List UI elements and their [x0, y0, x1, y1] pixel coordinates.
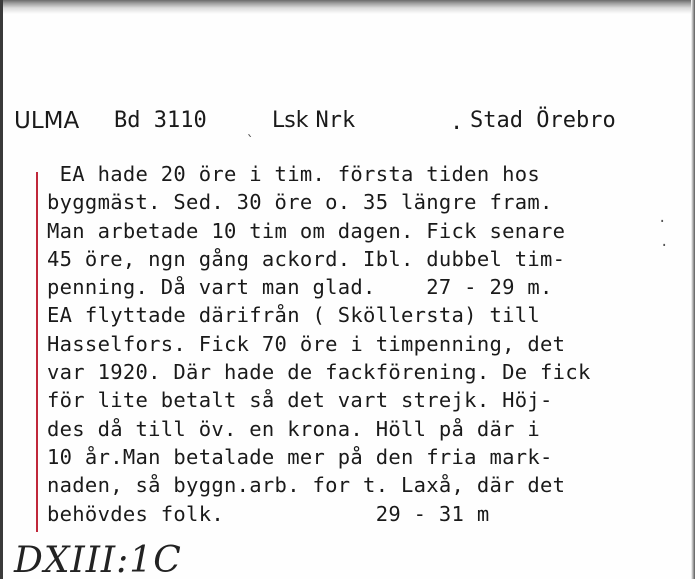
notes-line: Man arbetade 10 tim om dagen. Fick senare: [47, 218, 566, 243]
notes-line: 45 öre, ngn gång ackord. Ibl. dubbel tim-: [47, 246, 566, 271]
card-right-edge: [691, 0, 695, 579]
notes-line: 10 år.Man betalade mer på den fria mark-: [47, 444, 553, 469]
notes-line: Hasselfors. Fick 70 öre i timpenning, det: [47, 331, 566, 356]
speck-mark: ·: [658, 214, 667, 230]
typed-notes: [47, 160, 667, 528]
handwritten-signum: DXIII:1C: [14, 540, 182, 581]
speck-mark: `: [246, 134, 255, 150]
notes-line: var 1920. Där hade de fackförening. De fick: [47, 360, 591, 385]
card-top-edge: [0, 0, 695, 14]
margin-rule: [36, 172, 38, 532]
notes-line: för lite betalt så det vart strejk. Höj-: [47, 388, 553, 413]
notes-line: des då till öv. en krona. Höll på där i: [47, 416, 541, 441]
city-field: Stad Örebro: [470, 108, 616, 133]
card-left-edge: [0, 0, 3, 579]
volume-code: Bd 3110: [114, 108, 207, 133]
parish-name: Nrk: [315, 108, 356, 133]
parish-field: [272, 108, 355, 133]
notes-line: byggmäst. Sed. 30 öre o. 35 längre fram.: [47, 190, 553, 215]
notes-line: behövdes folk. 29 - 31 m: [47, 501, 490, 526]
parish-prefix: Lsk: [272, 108, 309, 133]
notes-line: EA hade 20 öre i tim. första tiden hos: [47, 162, 541, 186]
notes-line: naden, så byggn.arb. for t. Laxå, där det: [47, 473, 566, 498]
notes-line: EA flyttade därifrån ( Sköllersta) till: [47, 303, 541, 328]
notes-line: penning. Då vart man glad. 27 - 29 m.: [47, 275, 553, 300]
speck-mark: ·: [660, 238, 669, 254]
stray-dot: .: [450, 110, 464, 135]
archive-stamp: ULMA: [14, 108, 80, 134]
